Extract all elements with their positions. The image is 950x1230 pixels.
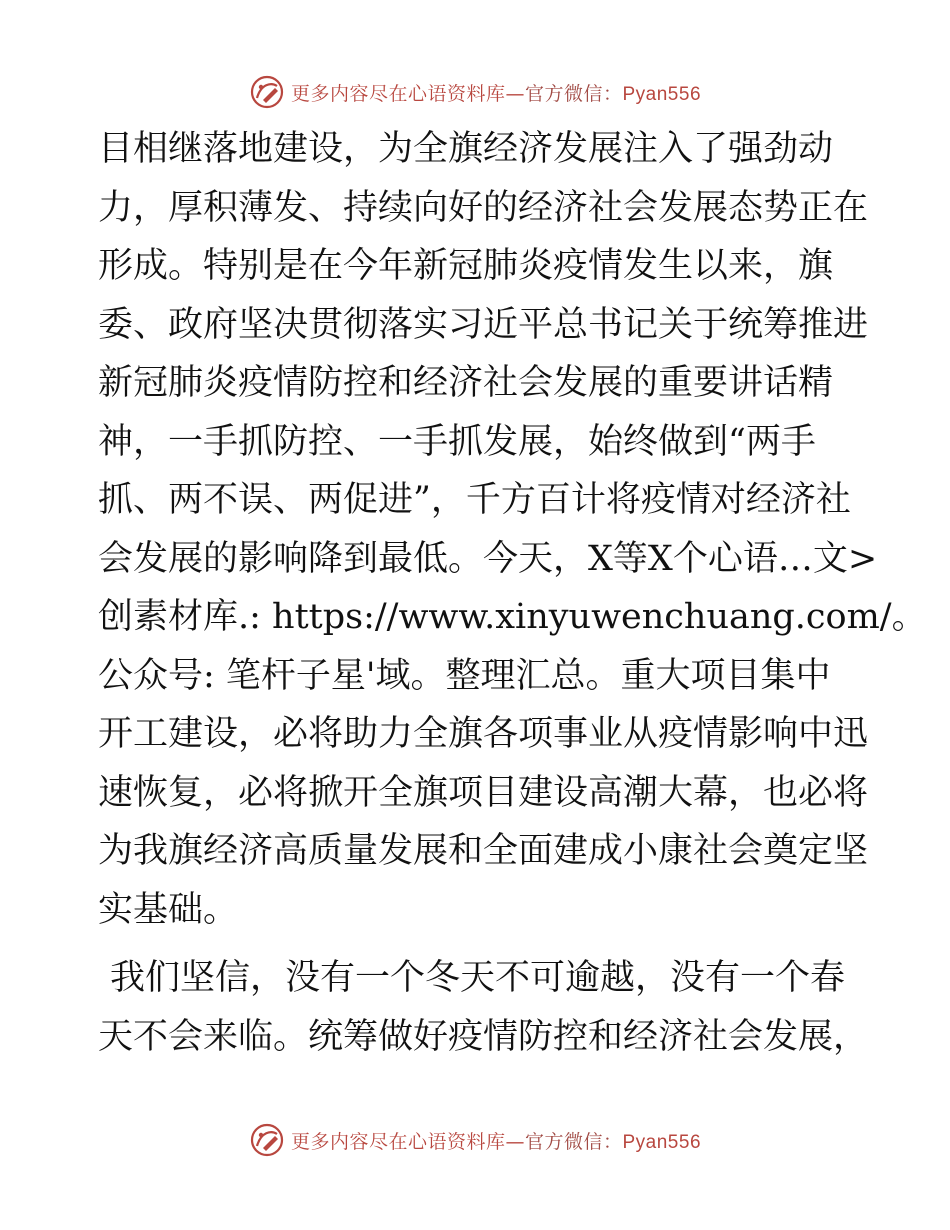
footer-slogan: 更多内容尽在心语资料库—	[290, 1130, 525, 1153]
text-line: 开工建设，必将助力全旗各项事业从疫情影响中迅	[98, 714, 869, 754]
text-line: 实基础。	[98, 889, 239, 930]
header-wechat-label: 官方微信：	[524, 82, 623, 105]
footer-wechat-id: Pyan556	[622, 1131, 702, 1153]
text-line: 我们坚信，没有一个冬天不可逾越，没有一个春	[110, 958, 846, 998]
text-line: 目相继落地建设，为全旗经济发展注入了强劲动	[98, 129, 834, 169]
footer-wechat-label: 官方微信：	[524, 1130, 623, 1153]
text-line: 新冠肺炎疫情防控和经济社会发展的重要讲话精	[98, 363, 834, 403]
text-line: 抓、两不误、两促进”，千方百计将疫情对经济社	[98, 480, 851, 520]
paragraph-1	[98, 120, 927, 939]
text-line: 委、政府坚决贯彻落实习近平总书记关于统筹推进	[98, 304, 869, 345]
text-line: 为我旗经济高质量发展和全面建成小康社会奠定坚	[98, 831, 869, 871]
header-banner	[0, 72, 950, 112]
header-banner-text	[291, 79, 701, 106]
logo-icon	[249, 74, 285, 110]
footer-banner	[0, 1120, 950, 1160]
text-line: 会发展的影响降到最低。今天，X等X个心语…文>	[98, 538, 878, 579]
footer-banner-text	[291, 1127, 701, 1154]
header-wechat-id: Pyan556	[622, 83, 702, 105]
text-line: 神，一手抓防控、一手抓发展，始终做到“两手	[98, 421, 816, 462]
logo-icon	[249, 1122, 285, 1158]
text-line: 创素材库.: https://www.xinyuwenchuang.com/。	[98, 597, 927, 637]
header-slogan: 更多内容尽在心语资料库—	[290, 82, 525, 105]
text-line: 公众号: 笔杆子星'域。整理汇总。重大项目集中	[98, 655, 831, 696]
text-line: 速恢复，必将掀开全旗项目建设高潮大幕，也必将	[98, 772, 869, 813]
text-line: 力，厚积薄发、持续向好的经济社会发展态势正在	[98, 187, 869, 228]
text-line: 形成。特别是在今年新冠肺炎疫情发生以来，旗	[98, 246, 834, 286]
text-line: 天不会来临。统筹做好疫情防控和经济社会发展，	[98, 1016, 869, 1057]
paragraph-2	[98, 949, 869, 1066]
document-body	[98, 120, 927, 1066]
